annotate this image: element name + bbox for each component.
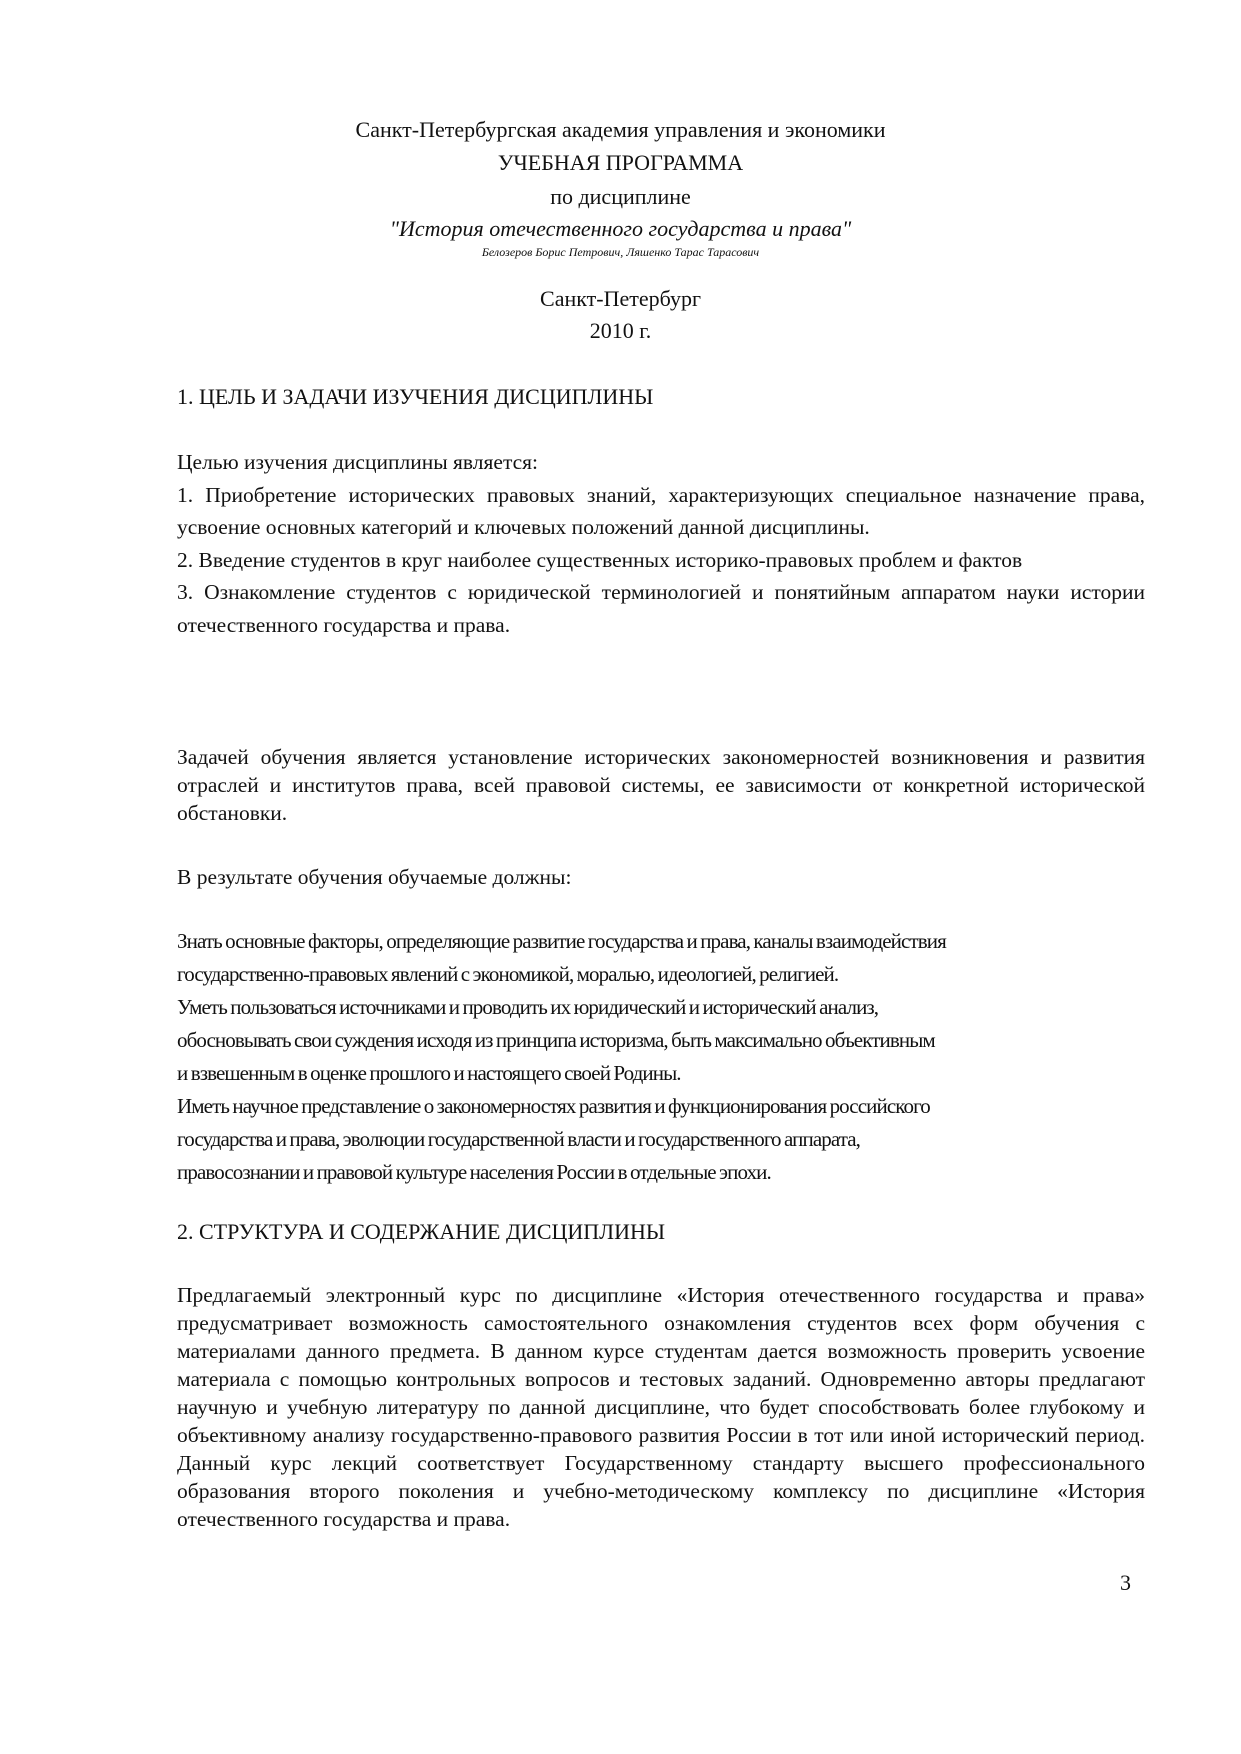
goal-item: 1. Приобретение исторических правовых знаний, характеризующих специальное назначение права, усвоение основных категорий и ключевых положений данной дисциплины.: [177, 482, 1145, 539]
result-line: Знать основные факторы, определяющие развитие государства и права, каналы взаимодействия: [177, 929, 946, 953]
goal-item: 2. Введение студентов в круг наиболее существенных историко-правовых проблем и фактов: [177, 547, 1023, 572]
year: 2010 г.: [589, 318, 652, 343]
result-intro: В результате обучения обучаемые должны:: [177, 865, 572, 889]
discipline-subtitle: по дисциплине: [550, 184, 691, 209]
result-line: и взвешенным в оценке прошлого и настоящего своей Родины.: [177, 1061, 681, 1085]
section-2-heading: 2. СТРУКТУРА И СОДЕРЖАНИЕ ДИСЦИПЛИНЫ: [177, 1219, 666, 1244]
goals-intro: Целью изучения дисциплины является:: [177, 450, 539, 474]
result-line: обосновывать свои суждения исходя из принципа историзма, быть максимально объективным: [177, 1028, 935, 1052]
institution-name: Санкт-Петербургская академия управления и экономики: [355, 117, 886, 142]
document-type: УЧЕБНАЯ ПРОГРАММА: [497, 150, 744, 175]
authors: Белозеров Борис Петрович, Ляшенко Тарас Тарасович: [481, 245, 760, 259]
result-line: правосознании и правовой культуре населения России в отдельные эпохи.: [177, 1160, 771, 1184]
structure-paragraph: Предлагаемый электронный курс по дисциплине «История отечественного государства и права» предусматривает возможность самостоятельного ознакомления студентов всех форм обучения с материалами данного предмета. В данном курсе студентам дается возможность проверить усвоение материала с помощью контрольных вопросов и тестовых заданий. Одновременно авторы предлагают научную и учебную литературу по данной дисциплине, что будет способствовать более глубокому и объективному анализу государственно-правового развития России в тот или иной исторический период. Данный курс лекций соответствует Государственному стандарту высшего профессионального образования второго поколения и учебно-методическому комплексу по дисциплине «История отечественного государства и права.: [177, 1283, 1145, 1531]
task-paragraph: Задачей обучения является установление исторических закономерностей возникновения и развития отраслей и институтов права, всей правовой системы, ее зависимости от конкретной исторической обстановки.: [177, 745, 1145, 825]
discipline-title: "История отечественного государства и права": [389, 216, 852, 241]
result-line: Иметь научное представление о закономерностях развития и функционирования российского: [177, 1094, 930, 1118]
result-line: Уметь пользоваться источниками и проводить их юридический и исторический анализ,: [177, 995, 879, 1019]
city: Санкт-Петербург: [540, 286, 701, 311]
section-1-goals: [177, 446, 1145, 641]
section-1-heading: 1. ЦЕЛЬ И ЗАДАЧИ ИЗУЧЕНИЯ ДИСЦИПЛИНЫ: [177, 384, 654, 409]
result-list: [177, 925, 1145, 1189]
result-line: государственно-правовых явлений с экономикой, моралью, идеологией, религией.: [177, 962, 839, 986]
goal-item: 3. Ознакомление студентов с юридической терминологией и понятийным аппаратом науки истории отечественного государства и права.: [177, 580, 1145, 637]
page-number: 3: [1120, 1570, 1131, 1595]
result-line: государства и права, эволюции государственной власти и государственного аппарата,: [177, 1127, 861, 1151]
